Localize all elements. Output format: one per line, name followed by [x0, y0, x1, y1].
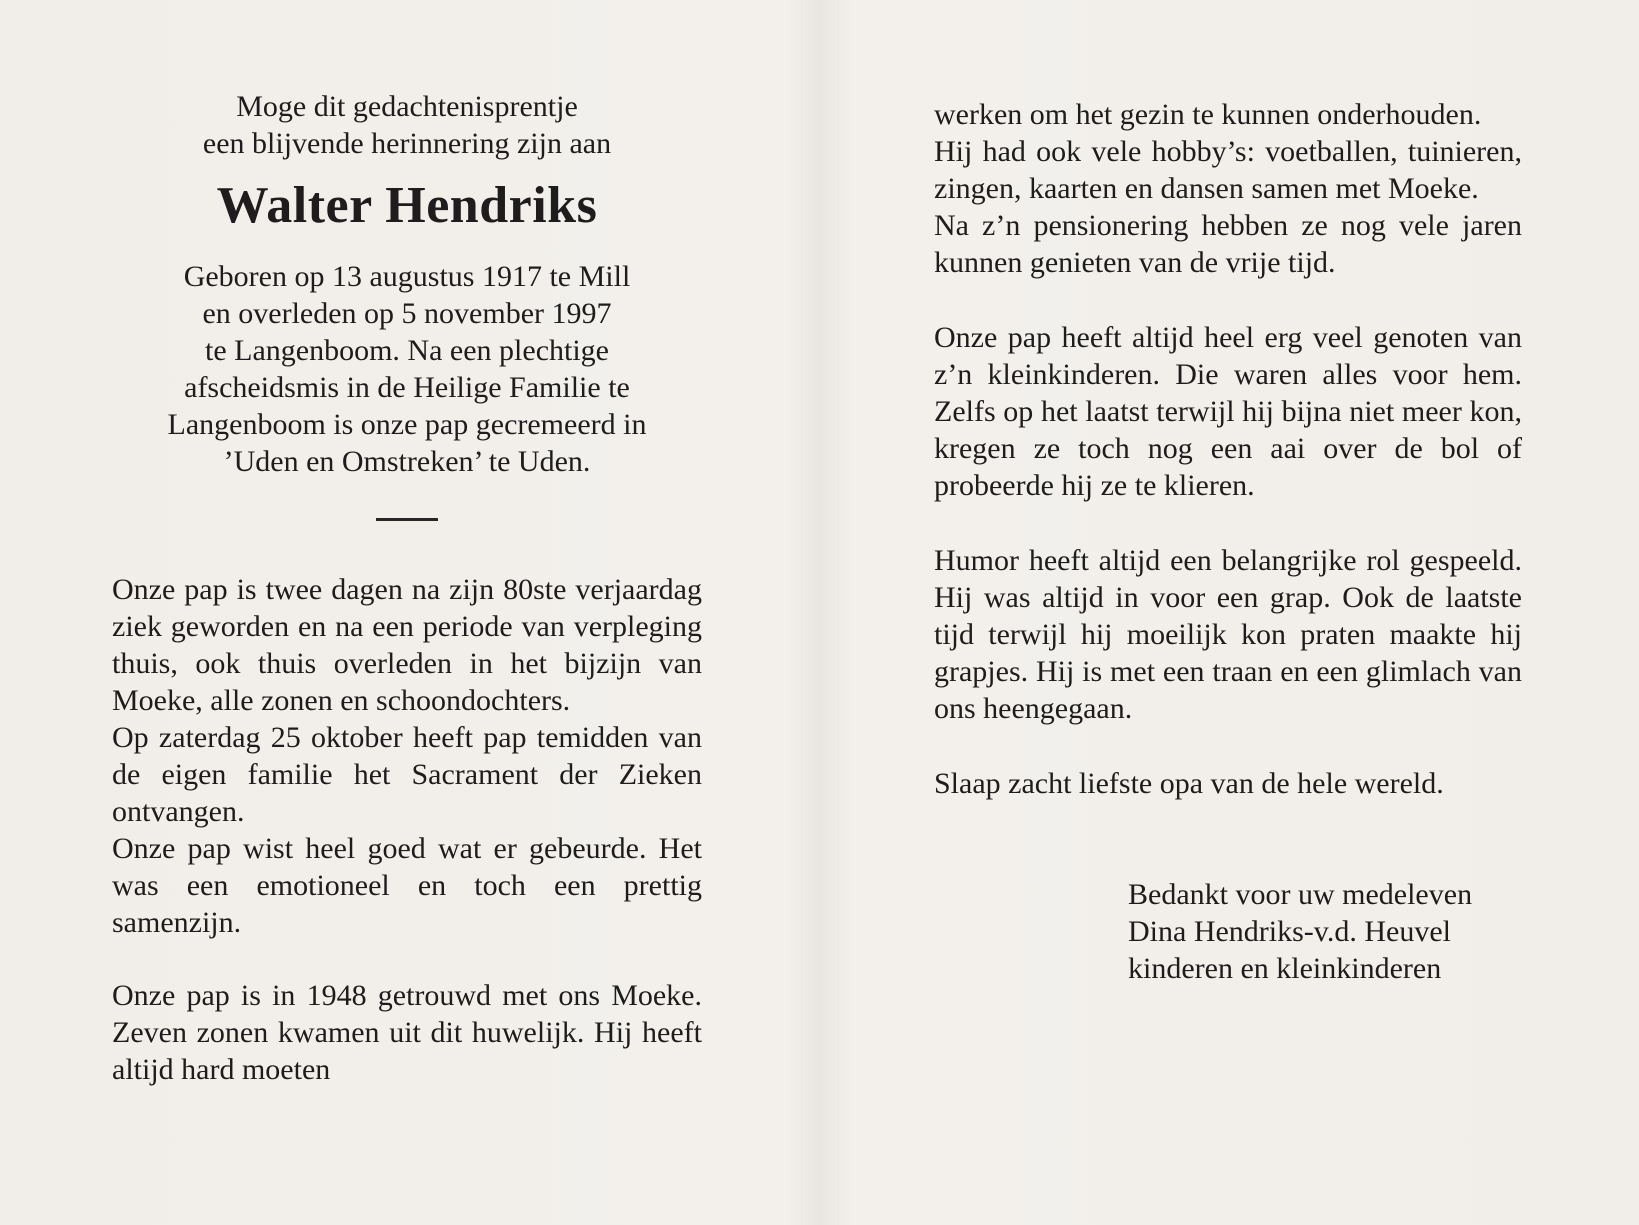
paragraph: Hij had ook vele hobby’s: voetballen, tuinieren, zingen, kaarten en dansen samen met Moeke. [934, 135, 1522, 205]
details-line: en overleden op 5 november 1997 [202, 297, 612, 330]
details-line: afscheidsmis in de Heilige Familie te [184, 371, 630, 404]
paragraph: werken om het gezin te kunnen onderhouden. [934, 98, 1482, 131]
paragraph: Onze pap heeft altijd heel erg veel genoten van z’n kleinkinderen. Die waren alles voor hem. Zelfs op het laatst terwijl hij bijna niet meer kon, kregen ze toch nog een aai over de bol of probeerde hij ze te klieren. [934, 321, 1522, 502]
spacer [934, 504, 1522, 542]
paragraph: Onze pap is twee dagen na zijn 80ste verjaardag ziek geworden en na een periode van verpleging thuis, ook thuis overleden in het bijzijn van Moeke, alle zonen en schoondochters. [112, 573, 702, 717]
details-line: Langenboom is onze pap gecremeerd in [167, 408, 647, 441]
paragraph: Onze pap wist heel goed wat er gebeurde. Het was een emotioneel en toch een prettig samenzijn. [112, 832, 702, 939]
intro-line: een blijvende herinnering zijn aan [202, 127, 612, 160]
closing-line: Slaap zacht liefste opa van de hele wereld. [934, 767, 1444, 800]
left-page [112, 88, 702, 1088]
details-line: Geboren op 13 augustus 1917 te Mill [183, 260, 631, 293]
paragraph: Humor heeft altijd een belangrijke rol gespeeld. Hij was altijd in voor een grap. Ook de laatste tijd terwijl hij moeilijk kon praten maakte hij grapjes. Hij is met een traan en een glimlach van ons heengegaan. [934, 544, 1522, 725]
details-line: ’Uden en Omstreken’ te Uden. [223, 445, 591, 478]
spacer [112, 941, 702, 977]
paragraph: Op zaterdag 25 oktober heeft pap temidden van de eigen familie het Sacrament der Zieken ontvangen. [112, 721, 702, 828]
thanks-line: Dina Hendriks-v.d. Heuvel [1128, 915, 1451, 948]
paragraph: Onze pap is in 1948 getrouwd met ons Moeke. Zeven zonen kwamen uit dit huwelijk. Hij heeft altijd hard moeten [112, 979, 702, 1086]
thanks-block [1128, 876, 1522, 987]
details-line: te Langenboom. Na een plechtige [204, 334, 609, 367]
divider [376, 518, 438, 521]
paragraph: Na z’n pensionering hebben ze nog vele jaren kunnen genieten van de vrije tijd. [934, 209, 1522, 279]
deceased-name: Walter Hendriks [216, 177, 598, 234]
intro-line: Moge dit gedachtenisprentje [236, 90, 578, 123]
spacer [934, 281, 1522, 319]
right-page [934, 96, 1522, 987]
thanks-line: Bedankt voor uw medeleven [1128, 878, 1473, 911]
spacer [934, 727, 1522, 765]
life-details [112, 258, 702, 480]
thanks-line: kinderen en kleinkinderen [1128, 952, 1442, 985]
intro-text [112, 88, 702, 162]
